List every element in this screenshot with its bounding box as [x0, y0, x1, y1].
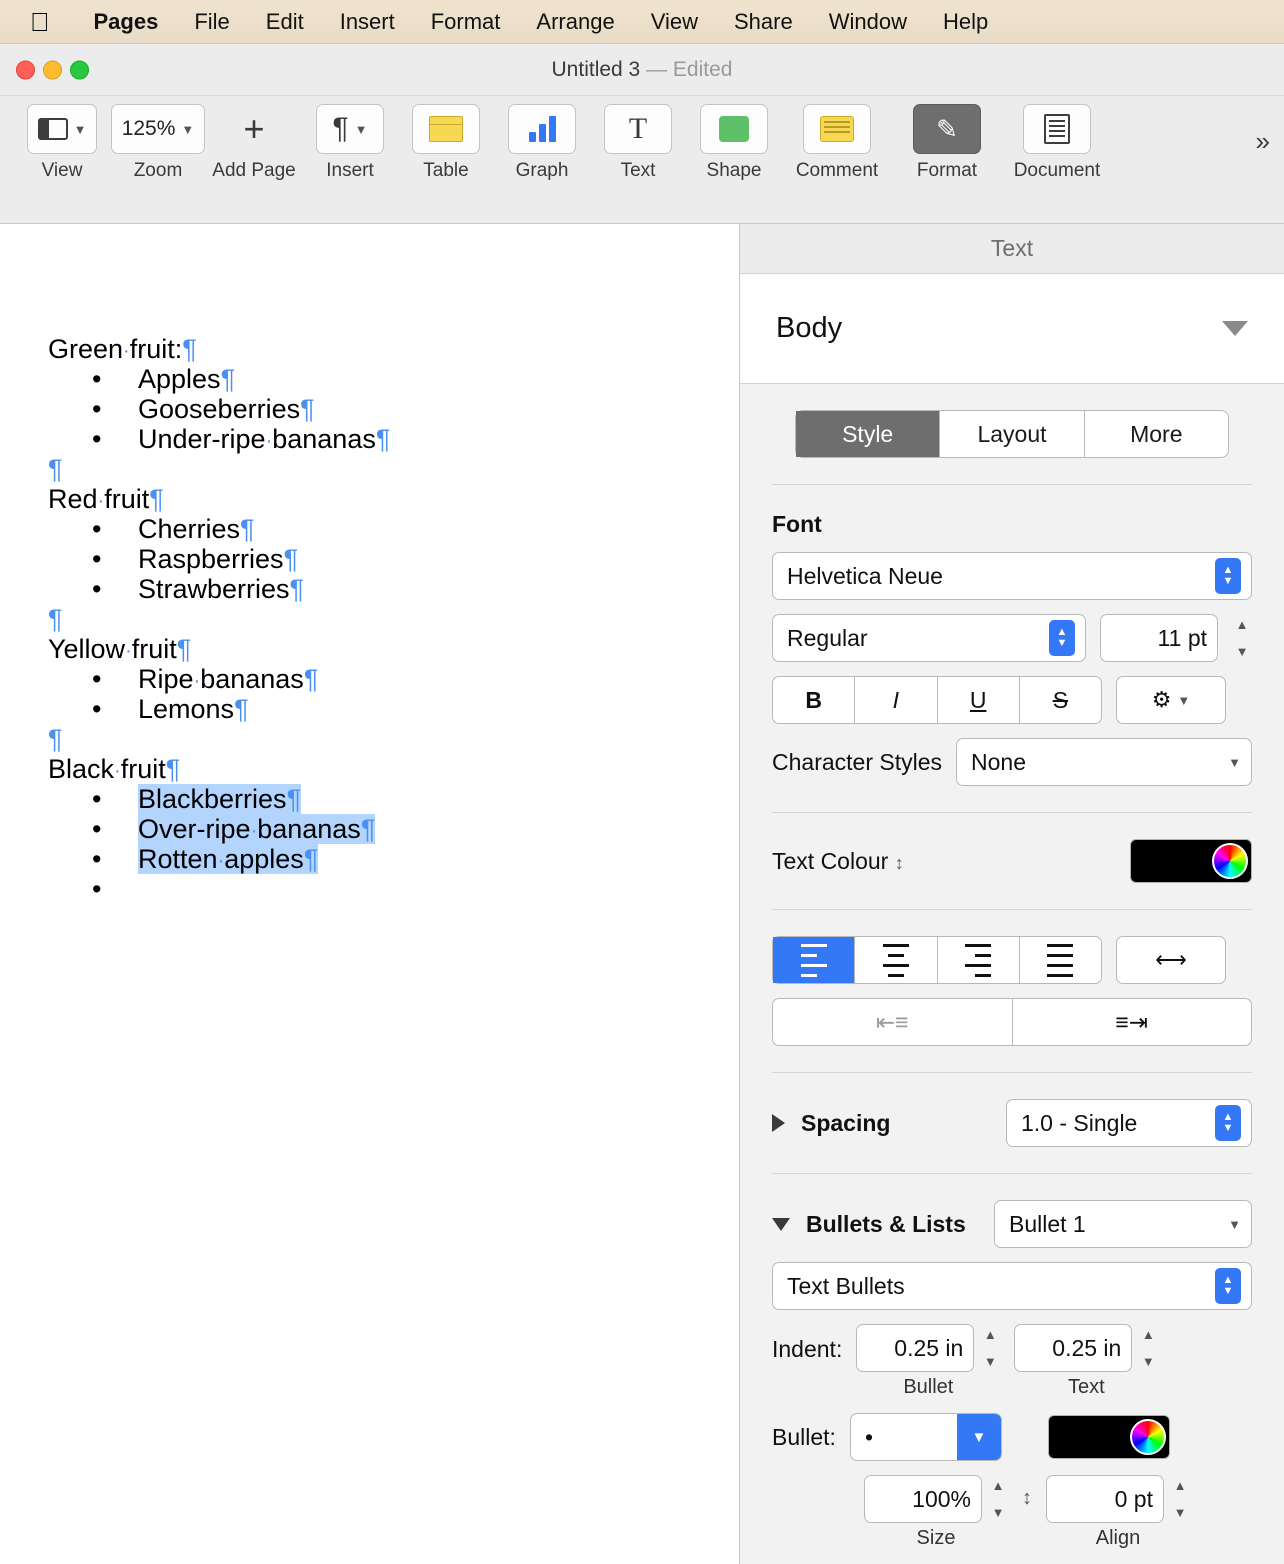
- indent-bullet-sublabel: Bullet: [903, 1376, 954, 1398]
- shape-icon: [719, 116, 749, 142]
- doc-line-blank[interactable]: ¶: [48, 724, 63, 754]
- graph-button[interactable]: [508, 104, 576, 154]
- spacing-disclosure-icon[interactable]: [772, 1114, 785, 1132]
- text-icon: T: [628, 112, 648, 145]
- font-section-label: Font: [772, 511, 822, 537]
- doc-line-blank[interactable]: ¶: [48, 454, 63, 484]
- doc-line[interactable]: Red·fruit¶: [48, 484, 164, 514]
- tab-style[interactable]: Style: [796, 411, 940, 457]
- chevron-down-icon: ▼: [1177, 692, 1191, 708]
- character-styles-value: None: [971, 748, 1026, 775]
- toolbar-zoom[interactable]: [110, 104, 206, 182]
- horizontal-alignment-buttons[interactable]: [772, 936, 1102, 984]
- text-colour-well[interactable]: [1130, 839, 1252, 883]
- text-colour-row[interactable]: [772, 839, 1252, 883]
- zoom-button-toolbar[interactable]: [111, 104, 206, 154]
- font-family-field[interactable]: [772, 552, 1252, 600]
- font-family-row[interactable]: [772, 552, 1252, 600]
- bullets-label: Bullets & Lists: [806, 1210, 966, 1237]
- format-inspector: [740, 224, 1284, 1564]
- doc-line-selected[interactable]: • Over-ripe·bananas¶: [92, 814, 376, 844]
- chevron-down-icon: ▼: [181, 121, 195, 137]
- paragraph-style-row[interactable]: [740, 274, 1284, 384]
- toolbar-add-page[interactable]: [206, 104, 302, 182]
- divider: [772, 812, 1252, 813]
- font-size-stepper[interactable]: ▲ ▼: [1235, 617, 1249, 659]
- bullet-type-stepper[interactable]: ▲ ▼: [1215, 1268, 1241, 1304]
- divider: [772, 1173, 1252, 1174]
- edited-status: — Edited: [646, 57, 733, 81]
- bullet-align-sublabel: Align: [1095, 1527, 1141, 1549]
- doc-line[interactable]: • Gooseberries¶: [92, 394, 315, 424]
- toolbar-text-label: Text: [620, 160, 656, 181]
- toolbar: [0, 96, 1284, 224]
- indent-text-stepper[interactable]: ▲ ▼: [1141, 1327, 1155, 1369]
- doc-line[interactable]: • Ripe·bananas¶: [92, 664, 319, 694]
- toolbar-text[interactable]: [590, 104, 686, 182]
- bullet-align-value: 0 pt: [1114, 1485, 1153, 1512]
- indent-text-field[interactable]: [1014, 1324, 1132, 1372]
- font-style-row[interactable]: [772, 676, 1252, 724]
- toolbar-format-label: Format: [916, 160, 978, 181]
- font-weight-stepper[interactable]: ▲ ▼: [1049, 620, 1075, 656]
- view-button[interactable]: [27, 104, 98, 154]
- toolbar-insert[interactable]: [302, 104, 398, 182]
- tab-layout[interactable]: Layout: [940, 411, 1084, 457]
- menu-item-format[interactable]: Format: [411, 8, 481, 34]
- inspector-body: [740, 384, 1284, 1564]
- toolbar-shape[interactable]: [686, 104, 782, 182]
- bullet-type-field[interactable]: [772, 1262, 1252, 1310]
- add-page-button[interactable]: [220, 104, 288, 154]
- colour-wheel-icon[interactable]: [1130, 1419, 1166, 1455]
- font-size-field[interactable]: [1100, 614, 1218, 662]
- align-right-icon[interactable]: [938, 937, 1020, 983]
- bullet-size-sublabel: Size: [916, 1527, 956, 1549]
- toolbar-table-label: Table: [423, 160, 469, 181]
- bullet-size-field[interactable]: [864, 1475, 982, 1523]
- indent-bullet-stepper[interactable]: ▲ ▼: [983, 1327, 997, 1369]
- indent-text-sublabel: Text: [1068, 1376, 1105, 1398]
- divider: [772, 484, 1252, 485]
- menu-item-pages[interactable]: Pages: [74, 8, 139, 34]
- insert-button[interactable]: [316, 104, 384, 154]
- list-style-field[interactable]: [994, 1200, 1252, 1248]
- indent-label: Indent:: [772, 1336, 843, 1362]
- document-canvas[interactable]: [0, 224, 740, 1564]
- menu-item-view[interactable]: View: [631, 8, 679, 34]
- bold-button[interactable]: B: [773, 677, 855, 723]
- document-icon: [1044, 114, 1070, 144]
- toolbar-shape-label: Shape: [706, 160, 762, 181]
- text-direction-button[interactable]: [1116, 936, 1226, 984]
- comment-icon: [820, 116, 854, 142]
- menu-item-edit[interactable]: Edit: [246, 8, 285, 34]
- bullet-type-row[interactable]: [772, 1262, 1252, 1310]
- menu-item-insert[interactable]: Insert: [320, 8, 376, 34]
- text-colour-label: Text Colour ↕: [772, 847, 904, 874]
- doc-line[interactable]: • Under-ripe·bananas¶: [92, 424, 391, 454]
- window-controls: [16, 60, 89, 79]
- font-size-value: 11 pt: [1157, 624, 1207, 651]
- toolbar-format[interactable]: [892, 104, 1002, 182]
- tab-more[interactable]: More: [1130, 420, 1183, 447]
- toolbar-view-label: View: [41, 160, 83, 181]
- inspector-header: Text: [740, 224, 1284, 274]
- text-colour-label-text: Text Colour: [772, 847, 889, 874]
- toolbar-insert-label: Insert: [326, 160, 374, 181]
- spacing-label: Spacing: [801, 1109, 891, 1136]
- divider: [772, 909, 1252, 910]
- font-family-stepper[interactable]: ▲ ▼: [1215, 558, 1241, 594]
- font-family-value: Helvetica Neue: [787, 562, 943, 589]
- zoom-value: 125%: [121, 117, 176, 140]
- bullet-type-value: Text Bullets: [787, 1272, 905, 1299]
- chevron-down-icon: ▼: [73, 121, 87, 137]
- menu-item-file[interactable]: File: [174, 8, 211, 34]
- indent-row[interactable]: [772, 1324, 1252, 1399]
- zoom-button[interactable]: [70, 60, 89, 79]
- bullet-size-align-row[interactable]: [864, 1475, 1252, 1550]
- menu-item-share[interactable]: Share: [714, 8, 774, 34]
- toolbar-document-label: Document: [1013, 160, 1101, 181]
- underline-button[interactable]: U: [938, 677, 1020, 723]
- shape-button[interactable]: [700, 104, 768, 154]
- bullet-size-stepper[interactable]: ▲ ▼: [991, 1478, 1005, 1520]
- document-title: [552, 58, 733, 82]
- menu-bar: [0, 0, 1284, 44]
- indent-buttons[interactable]: [772, 998, 1252, 1046]
- bullet-char-row[interactable]: [772, 1413, 1252, 1461]
- indent-bullet-value: 0.25 in: [894, 1334, 964, 1361]
- toolbar-view[interactable]: [14, 104, 110, 182]
- toolbar-zoom-label: Zoom: [133, 160, 183, 181]
- bullets-disclosure-icon[interactable]: [772, 1218, 790, 1231]
- indent-bullet-field[interactable]: [856, 1324, 974, 1372]
- table-icon: [429, 116, 463, 142]
- text-direction-icon: ⟷: [1155, 947, 1187, 972]
- paragraph-style-name: Body: [776, 311, 843, 344]
- bullet-char-label: Bullet:: [772, 1423, 836, 1450]
- font-weight-field[interactable]: [772, 614, 1086, 662]
- decrease-indent-icon[interactable]: ⇤≡: [773, 999, 1013, 1045]
- toolbar-graph-label: Graph: [515, 160, 569, 181]
- bullet-char-field[interactable]: [850, 1413, 1002, 1461]
- align-justify-icon[interactable]: [1020, 937, 1101, 983]
- apple-icon[interactable]: [30, 9, 50, 35]
- pilcrow-icon: ¶: [332, 112, 349, 145]
- format-brush-icon: ✎: [936, 113, 958, 144]
- toolbar-table[interactable]: [398, 104, 494, 182]
- chevron-down-icon: ▼: [1228, 754, 1241, 770]
- comment-button[interactable]: [803, 104, 871, 154]
- character-styles-field[interactable]: [956, 738, 1252, 786]
- strikethrough-button[interactable]: S: [1052, 686, 1069, 713]
- colour-wheel-icon[interactable]: [1212, 843, 1248, 879]
- list-style-value: Bullet 1: [1009, 1210, 1086, 1237]
- doc-line[interactable]: Green·fruit:¶: [48, 334, 197, 364]
- font-options-button[interactable]: [1116, 676, 1226, 724]
- indent-buttons-row[interactable]: [772, 998, 1252, 1046]
- align-center-icon[interactable]: [855, 937, 937, 983]
- minimize-button[interactable]: [43, 60, 62, 79]
- menu-item-help[interactable]: Help: [923, 8, 969, 34]
- bullet-colour-well[interactable]: [1048, 1415, 1170, 1459]
- chevron-down-icon: ▼: [1228, 1216, 1241, 1232]
- doc-line[interactable]: • Apples¶: [92, 364, 236, 394]
- align-left-icon[interactable]: [773, 937, 855, 983]
- doc-line[interactable]: • Lemons¶: [92, 694, 249, 724]
- character-styles-label: Character Styles: [772, 748, 943, 775]
- toolbar-comment-label: Comment: [795, 160, 879, 181]
- doc-line[interactable]: Black·fruit¶: [48, 754, 181, 784]
- divider: [772, 1072, 1252, 1073]
- doc-line-selected[interactable]: • Rotten·apples¶: [92, 844, 319, 874]
- table-button[interactable]: [412, 104, 480, 154]
- bullets-lists-row[interactable]: [772, 1200, 1252, 1248]
- document-name: Untitled 3: [551, 57, 641, 81]
- italic-button[interactable]: I: [855, 677, 937, 723]
- doc-line-blank[interactable]: ¶: [48, 604, 63, 634]
- view-icon: [38, 118, 68, 140]
- text-button[interactable]: [604, 104, 672, 154]
- doc-line-empty-bullet[interactable]: •: [92, 874, 102, 904]
- plus-icon: +: [243, 108, 265, 150]
- indent-text-value: 0.25 in: [1052, 1334, 1122, 1361]
- toolbar-document[interactable]: [1002, 104, 1112, 182]
- bullet-align-stepper[interactable]: ▲ ▼: [1173, 1478, 1187, 1520]
- vertical-align-icon: ↕: [1022, 1487, 1032, 1509]
- inspector-tabs[interactable]: [795, 410, 1229, 458]
- spacing-stepper[interactable]: ▲ ▼: [1215, 1105, 1241, 1141]
- font-weight-row[interactable]: [772, 614, 1252, 662]
- doc-line[interactable]: • Raspberries¶: [92, 544, 299, 574]
- font-style-buttons[interactable]: [772, 676, 1102, 724]
- bullet-align-field[interactable]: [1046, 1475, 1164, 1523]
- gear-icon: ⚙: [1151, 687, 1172, 712]
- spacing-value: 1.0 - Single: [1021, 1109, 1138, 1136]
- graph-icon: [529, 116, 556, 142]
- spacing-row[interactable]: [772, 1099, 1252, 1147]
- document-button[interactable]: [1023, 104, 1091, 154]
- close-button[interactable]: [16, 60, 35, 79]
- doc-line[interactable]: • Strawberries¶: [92, 574, 305, 604]
- spacing-field[interactable]: [1006, 1099, 1252, 1147]
- bullet-char-value: •: [864, 1423, 873, 1450]
- chevron-down-icon: ▼: [354, 121, 368, 137]
- toolbar-overflow-button[interactable]: »: [1255, 126, 1270, 156]
- toolbar-add-page-label: Add Page: [212, 160, 296, 181]
- toolbar-graph[interactable]: [494, 104, 590, 182]
- bullet-size-value: 100%: [912, 1485, 971, 1512]
- alignment-row[interactable]: [772, 936, 1252, 984]
- chevron-down-icon[interactable]: [1222, 321, 1248, 336]
- menu-item-window[interactable]: Window: [809, 8, 888, 34]
- increase-indent-icon[interactable]: ≡⇥: [1115, 1008, 1149, 1035]
- doc-line[interactable]: Yellow·fruit¶: [48, 634, 192, 664]
- menu-item-arrange[interactable]: Arrange: [516, 8, 596, 34]
- font-weight-value: Regular: [787, 624, 868, 651]
- doc-line[interactable]: • Cherries¶: [92, 514, 255, 544]
- title-bar: [0, 44, 1284, 96]
- format-button[interactable]: [913, 104, 981, 154]
- toolbar-comment[interactable]: [782, 104, 892, 182]
- character-styles-row[interactable]: [772, 738, 1252, 786]
- main-area: [0, 224, 1284, 1564]
- chevron-down-icon[interactable]: ▼: [957, 1414, 1001, 1460]
- doc-line-selected[interactable]: • Blackberries¶: [92, 784, 302, 814]
